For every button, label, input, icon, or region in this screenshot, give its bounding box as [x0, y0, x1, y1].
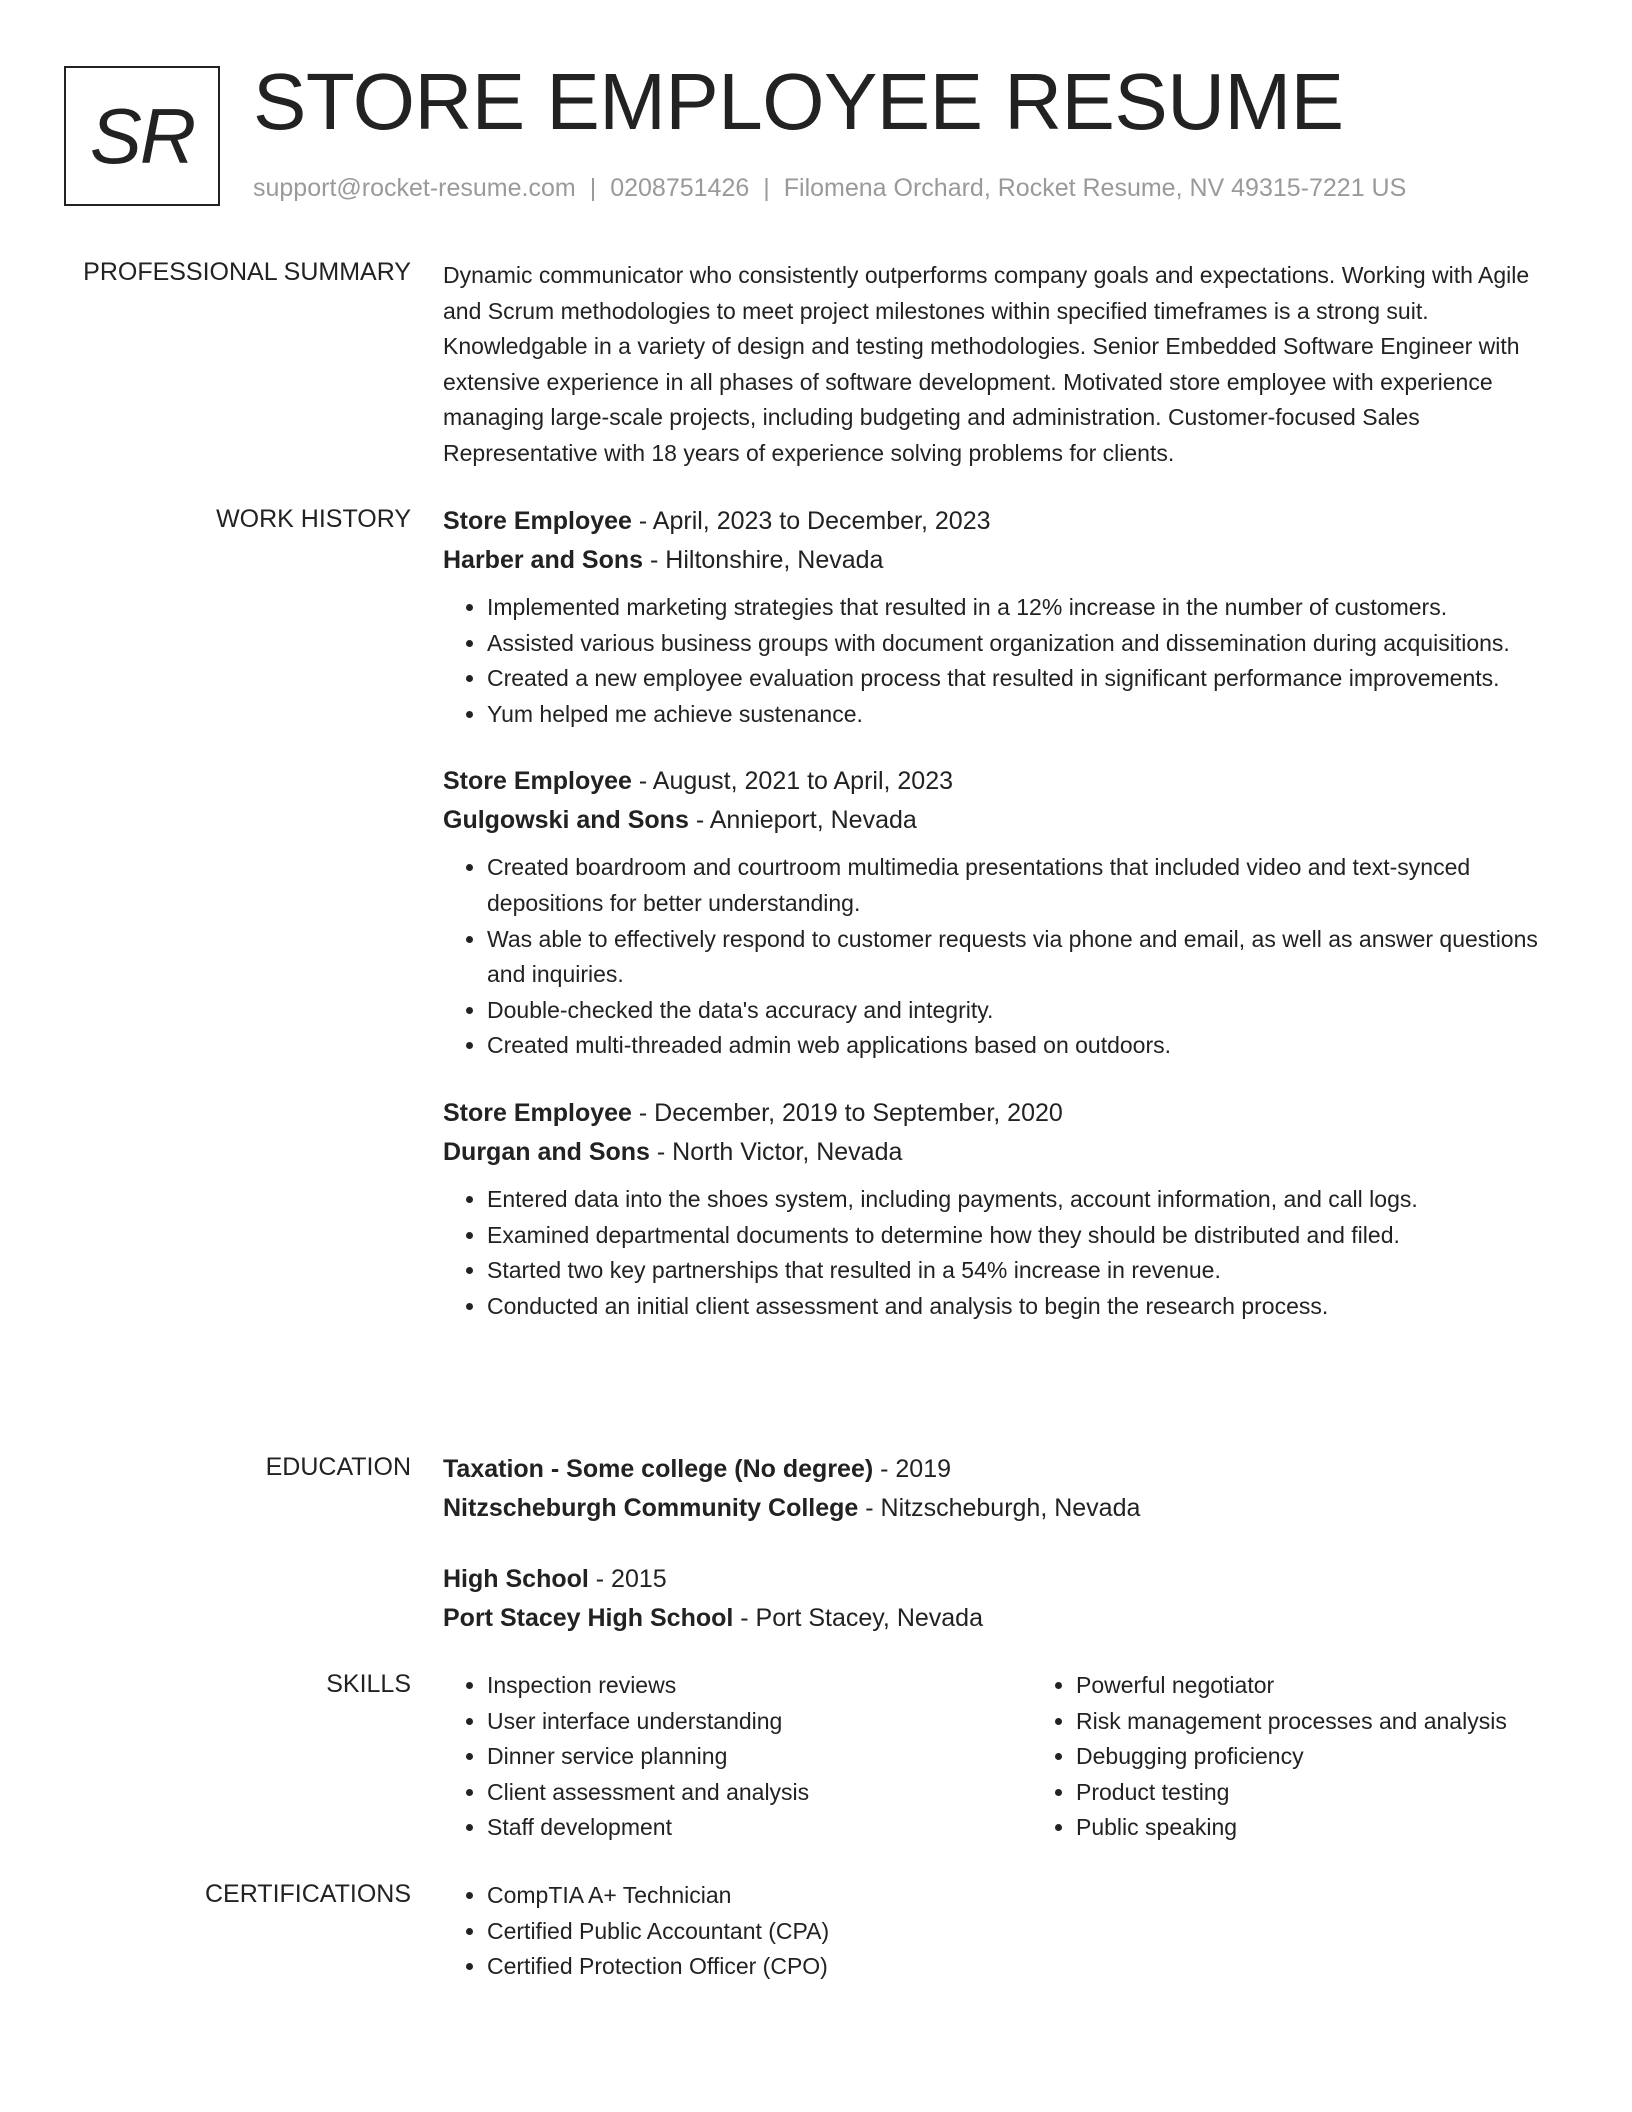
contact-separator: |	[763, 174, 770, 202]
skill-item: • Inspection reviews	[487, 1668, 1032, 1704]
job-bullet: • Created boardroom and courtroom multimedia presentations that included video and text-synced depositions for better understanding.	[487, 850, 1553, 921]
job-location: - North Victor, Nevada	[649, 1137, 903, 1166]
job-company: Gulgowski and Sons	[443, 806, 689, 835]
education-location: - Nitzscheburgh, Nevada	[858, 1494, 1141, 1522]
job-bullet: • Entered data into the shoes system, including payments, account information, and call logs.	[487, 1182, 1553, 1218]
job-bullets	[443, 850, 1553, 1064]
contact-address: Filomena Orchard, Rocket Resume, NV 49315-7221 US	[783, 174, 1407, 202]
job-bullet: • Double-checked the data's accuracy and integrity.	[487, 993, 1553, 1029]
job-bullets	[443, 1182, 1553, 1324]
work-history-body	[443, 502, 1553, 1354]
job-bullet: • Examined departmental documents to determine how they should be distributed and filed.	[487, 1218, 1553, 1254]
section-label-summary: PROFESSIONAL SUMMARY	[83, 258, 411, 286]
job-dates: - August, 2021 to April, 2023	[631, 767, 954, 796]
education-school-line	[443, 1599, 1553, 1638]
job-title: Store Employee	[443, 767, 632, 796]
certification-item: • Certified Protection Officer (CPO)	[487, 1949, 829, 1985]
education-degree: High School	[443, 1565, 589, 1593]
education-school: Nitzscheburgh Community College	[443, 1494, 859, 1522]
skill-item: • Powerful negotiator	[1076, 1668, 1507, 1704]
initials-monogram	[64, 66, 220, 206]
education-degree-line	[443, 1450, 1553, 1489]
job-company-line	[443, 1133, 1553, 1172]
job-bullets	[443, 590, 1553, 732]
skill-item: • Product testing	[1076, 1775, 1507, 1811]
job-title-line	[443, 762, 1553, 801]
certifications-columns	[443, 1878, 1553, 1985]
job-bullet: • Was able to effectively respond to customer requests via phone and email, as well as answer questions and inquiries.	[487, 922, 1553, 993]
certifications-list	[443, 1878, 829, 1985]
job-location: - Hiltonshire, Nevada	[643, 546, 884, 574]
skill-item: • Risk management processes and analysis	[1076, 1704, 1507, 1740]
summary-body	[443, 258, 1553, 471]
section-label-certifications: CERTIFICATIONS	[204, 1880, 411, 1908]
education-school: Port Stacey High School	[443, 1604, 734, 1632]
job-dates: - December, 2019 to September, 2020	[631, 1098, 1063, 1127]
job-title-line	[443, 502, 1553, 541]
job-location: - Annieport, Nevada	[688, 806, 917, 835]
section-label-work-history: WORK HISTORY	[216, 505, 411, 533]
job-entry	[443, 762, 1553, 1064]
contact-email[interactable]: support@rocket-resume.com	[253, 174, 576, 202]
contact-separator: |	[589, 174, 597, 202]
certification-item: • Certified Public Accountant (CPA)	[487, 1914, 829, 1950]
job-bullet: • Assisted various business groups with document organization and dissemination during acquisitions.	[487, 626, 1553, 662]
initials-text: SR	[89, 91, 195, 180]
job-entry	[443, 1094, 1553, 1324]
job-bullet: • Implemented marketing strategies that resulted in a 12% increase in the number of customers.	[487, 590, 1553, 626]
resume-title: STORE EMPLOYEE RESUME	[253, 57, 1344, 146]
section-label-education: EDUCATION	[265, 1453, 411, 1481]
skills-body	[443, 1668, 1553, 1846]
job-entry	[443, 502, 1553, 732]
job-bullet: • Created multi-threaded admin web applications based on outdoors.	[487, 1028, 1553, 1064]
section-label-skills: SKILLS	[326, 1670, 411, 1698]
education-body	[443, 1450, 1553, 1670]
skills-list-left	[443, 1668, 1032, 1846]
job-company: Durgan and Sons	[443, 1137, 650, 1166]
skills-list-right	[1032, 1668, 1507, 1846]
skill-item: • Public speaking	[1076, 1810, 1507, 1846]
skill-item: • Dinner service planning	[487, 1739, 1032, 1775]
skill-item: • Staff development	[487, 1810, 1032, 1846]
job-dates: - April, 2023 to December, 2023	[631, 507, 991, 535]
contact-line	[253, 174, 1406, 203]
skills-columns	[443, 1668, 1553, 1846]
job-company-line	[443, 541, 1553, 580]
education-year: - 2019	[873, 1455, 952, 1483]
skill-item: • User interface understanding	[487, 1704, 1032, 1740]
contact-phone[interactable]: 0208751426	[610, 174, 750, 202]
summary-text: Dynamic communicator who consistently outperforms company goals and expectations. Working with Agile and Scrum methodologies to meet project milestones within specified timeframes is a strong suit. Knowledgable in a variety of design and testing methodologies. Senior Embedded Software Engineer with extensive experience in all phases of software development. Motivated store employee with experience managing large-scale projects, including budgeting and administration. Customer-focused Sales Representative with 18 years of experience solving problems for clients.	[443, 262, 1530, 466]
job-title: Store Employee	[443, 507, 632, 535]
education-school-line	[443, 1489, 1553, 1528]
job-title: Store Employee	[443, 1098, 632, 1127]
education-entry	[443, 1560, 1553, 1638]
job-company-line	[443, 801, 1553, 840]
skill-item: • Client assessment and analysis	[487, 1775, 1032, 1811]
education-entry	[443, 1450, 1553, 1528]
job-title-line	[443, 1094, 1553, 1133]
certification-item: • CompTIA A+ Technician	[487, 1878, 829, 1914]
job-bullet: • Created a new employee evaluation process that resulted in significant performance improvements.	[487, 661, 1553, 697]
certifications-body	[443, 1878, 1553, 1985]
job-bullet: • Yum helped me achieve sustenance.	[487, 697, 1553, 733]
education-degree: Taxation - Some college (No degree)	[443, 1455, 874, 1483]
education-degree-line	[443, 1560, 1553, 1599]
job-bullet: • Started two key partnerships that resulted in a 54% increase in revenue.	[487, 1253, 1553, 1289]
job-bullet: • Conducted an initial client assessment and analysis to begin the research process.	[487, 1289, 1553, 1325]
education-year: - 2015	[588, 1565, 667, 1593]
skill-item: • Debugging proficiency	[1076, 1739, 1507, 1775]
job-company: Harber and Sons	[443, 546, 644, 574]
education-location: - Port Stacey, Nevada	[733, 1604, 983, 1632]
